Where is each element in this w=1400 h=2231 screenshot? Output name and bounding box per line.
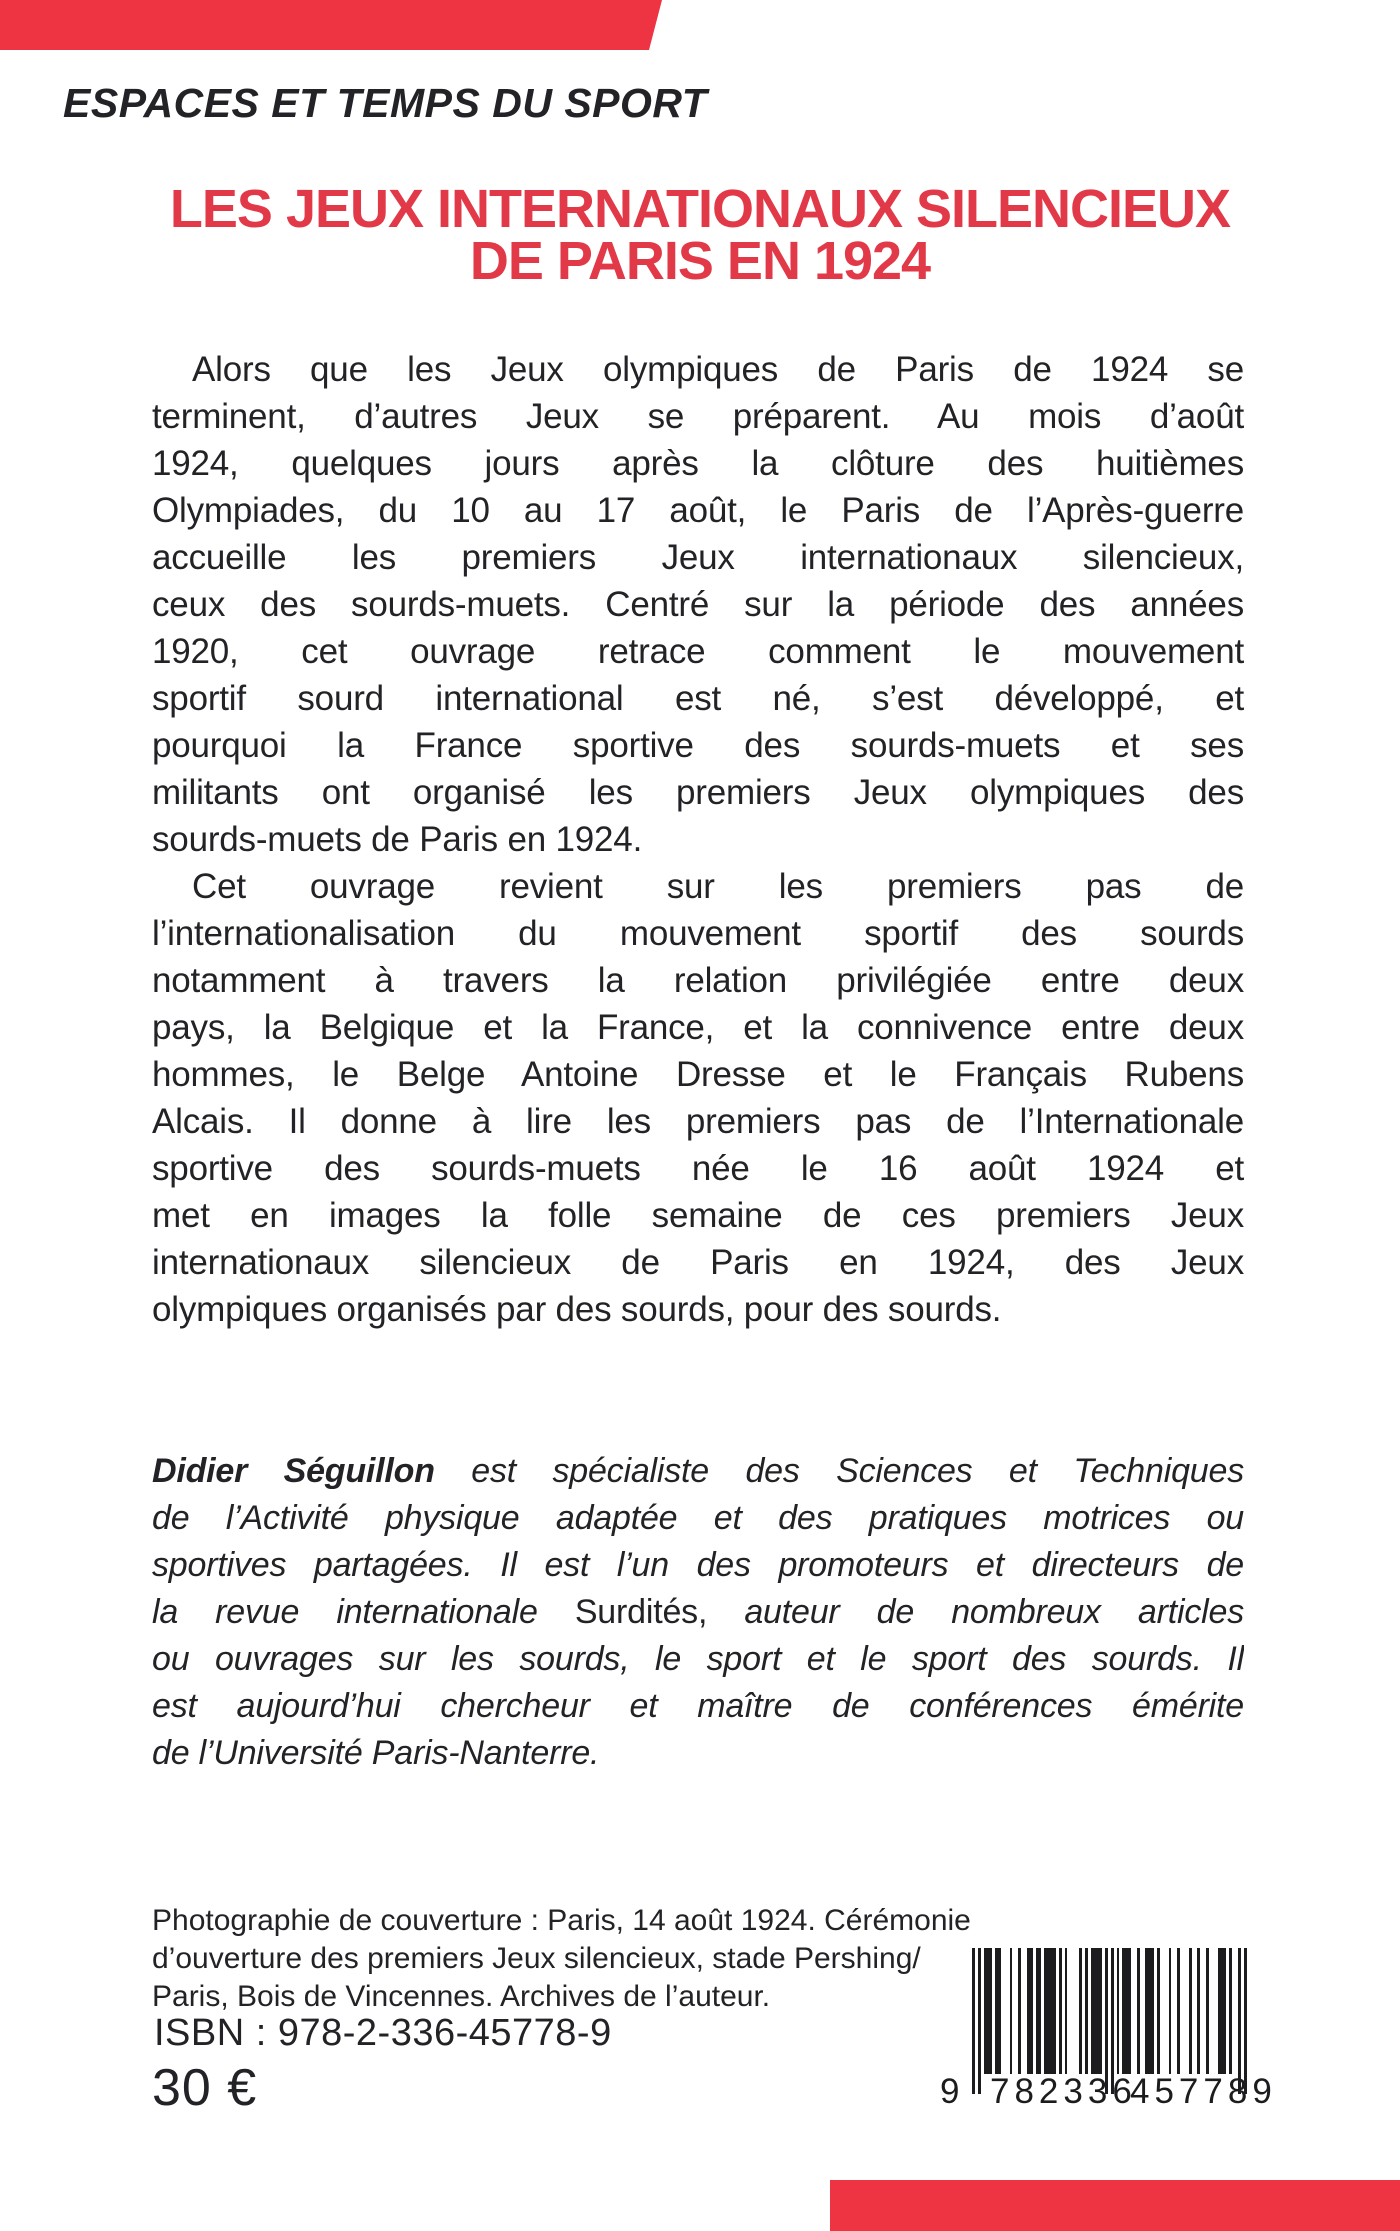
book-title-line2: DE PARIS EN 1924 <box>469 231 931 291</box>
bottom-red-band <box>830 2180 1400 2231</box>
text-line: 1924, quelques jours après la clôture des huitièmes <box>152 444 1244 483</box>
collection-title: ESPACES ET TEMPS DU SPORT <box>63 80 708 126</box>
text-line: Olympiades, du 10 au 17 août, le Paris de l’Après-guerre <box>152 491 1244 530</box>
text-line: Didier Séguillon est spécialiste des Sciences et Techniques <box>152 1452 1244 1490</box>
synopsis <box>152 346 1244 1333</box>
text-line: Alcais. Il donne à lire les premiers pas de l’Internationale <box>152 1102 1244 1141</box>
text-line: accueille les premiers Jeux internationaux silencieux, <box>152 538 1244 577</box>
barcode-digits-left: 782336 <box>990 2072 1137 2111</box>
text-line: d’ouverture des premiers Jeux silencieux, stade Pershing/ <box>152 1942 921 1975</box>
text-line: sportive des sourds-muets née le 16 août 1924 et <box>152 1149 1244 1188</box>
barcode-digit-first: 9 <box>940 2072 965 2111</box>
synopsis-paragraph-1 <box>152 346 1244 863</box>
barcode <box>938 1948 1277 2118</box>
text-line: de l’Université Paris-Nanterre. <box>152 1734 600 1772</box>
price-label: 30 € <box>152 2059 258 2117</box>
top-red-band <box>0 0 662 50</box>
text-line: ceux des sourds-muets. Centré sur la période des années <box>152 585 1244 624</box>
synopsis-paragraph-2 <box>152 863 1244 1333</box>
text-line: notamment à travers la relation privilégiée entre deux <box>152 961 1244 1000</box>
text-line: la revue internationale Surdités, auteur de nombreux articles <box>152 1593 1244 1631</box>
author-bio <box>152 1448 1244 1777</box>
book-title <box>0 179 1400 291</box>
text-line: terminent, d’autres Jeux se préparent. Au mois d’août <box>152 397 1244 436</box>
text-line: militants ont organisé les premiers Jeux olympiques des <box>152 773 1244 812</box>
text-line: pourquoi la France sportive des sourds-muets et ses <box>152 726 1244 765</box>
text-line: l’internationalisation du mouvement sportif des sourds <box>152 914 1244 953</box>
text-line: sportives partagées. Il est l’un des promoteurs et directeurs de <box>152 1546 1244 1584</box>
text-line: de l’Activité physique adaptée et des pratiques motrices ou <box>152 1499 1244 1537</box>
text-line: met en images la folle semaine de ces premiers Jeux <box>152 1196 1244 1235</box>
barcode-digits <box>938 2072 1277 2118</box>
text-line: Alors que les Jeux olympiques de Paris de 1924 se <box>192 350 1244 389</box>
cover-photo-credit <box>152 1902 1072 2016</box>
text-line: hommes, le Belge Antoine Dresse et le Français Rubens <box>152 1055 1244 1094</box>
text-line: sportif sourd international est né, s’est développé, et <box>152 679 1244 718</box>
text-line: Paris, Bois de Vincennes. Archives de l’auteur. <box>152 1980 771 2013</box>
barcode-digits-right: 457789 <box>1130 2072 1277 2111</box>
text-line: est aujourd’hui chercheur et maître de conférences émérite <box>152 1687 1244 1725</box>
text-line: olympiques organisés par des sourds, pour des sourds. <box>152 1290 1002 1329</box>
text-line: internationaux silencieux de Paris en 1924, des Jeux <box>152 1243 1244 1282</box>
text-line: ou ouvrages sur les sourds, le sport et le sport des sourds. Il <box>152 1640 1244 1678</box>
text-line: Photographie de couverture : Paris, 14 août 1924. Cérémonie <box>152 1904 971 1937</box>
book-title-line1: LES JEUX INTERNATIONAUX SILENCIEUX <box>169 179 1231 239</box>
text-line: 1920, cet ouvrage retrace comment le mouvement <box>152 632 1244 671</box>
text-line: pays, la Belgique et la France, et la connivence entre deux <box>152 1008 1244 1047</box>
text-line: Cet ouvrage revient sur les premiers pas de <box>192 867 1244 906</box>
text-line: sourds-muets de Paris en 1924. <box>152 820 643 859</box>
isbn-label: ISBN : 978-2-336-45778-9 <box>154 2012 612 2054</box>
